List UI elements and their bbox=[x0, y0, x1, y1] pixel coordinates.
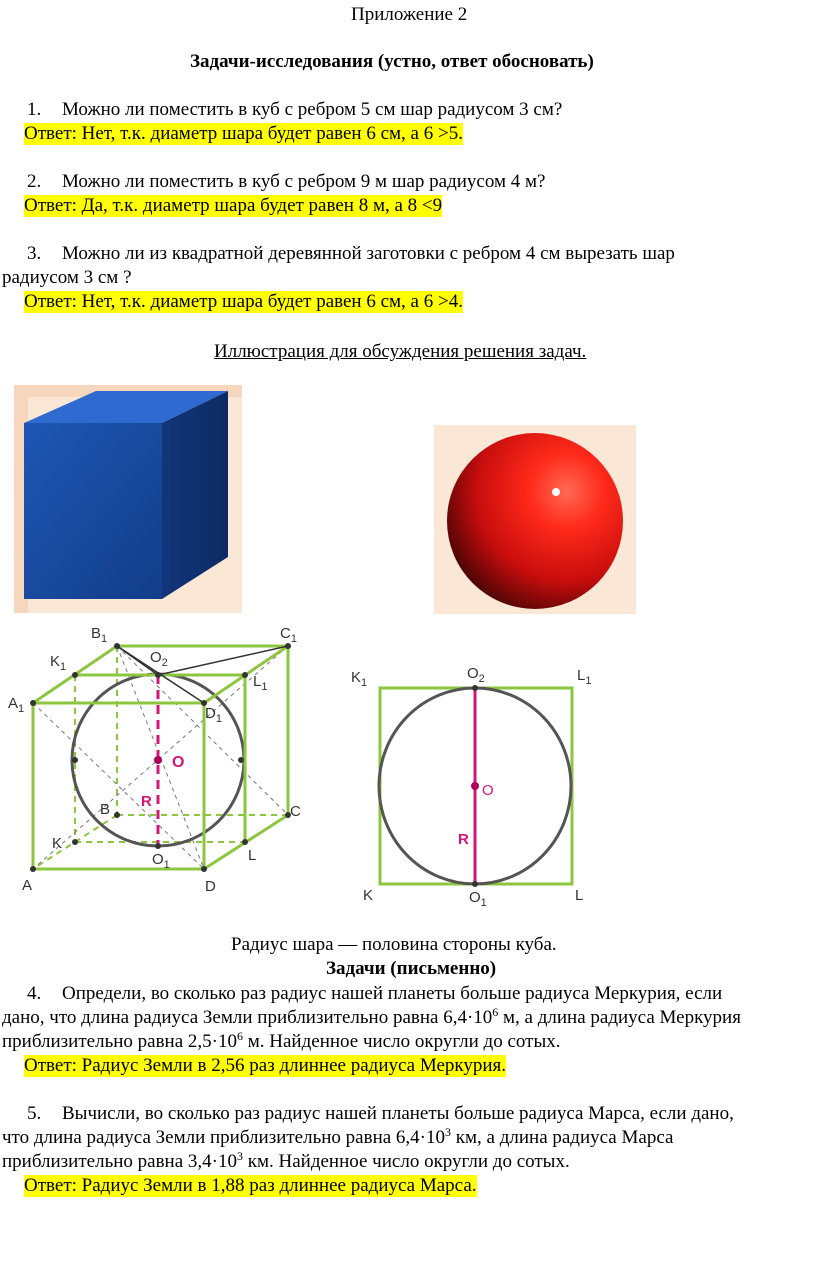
svg-text:D: D bbox=[205, 878, 216, 895]
task4-number: 4. bbox=[27, 983, 42, 1004]
task2-number: 2. bbox=[27, 171, 42, 192]
red-sphere-image bbox=[434, 425, 636, 614]
section2-title: Задачи (письменно) bbox=[326, 958, 497, 979]
task2-answer: Ответ: Да, т.к. диаметр шара будет равен 8 м, а 8 <9 bbox=[24, 195, 443, 216]
figure-caption: Радиус шара — половина стороны куба. bbox=[231, 934, 557, 955]
svg-text:O2: $O_2$ bbox=[150, 649, 168, 669]
svg-text:L1: $L_1$ bbox=[577, 667, 592, 687]
task4-line3: приблизительно равна $2,5\cdot 10^6$ м. Найденное число округли до сотых. bbox=[2, 1029, 561, 1052]
svg-text:O1: $O_1$ bbox=[152, 851, 170, 871]
task4-line1: Определи, во сколько раз радиус нашей планеты больше радиуса Меркурия, если bbox=[62, 983, 723, 1004]
svg-text:K: K bbox=[52, 835, 63, 852]
svg-text:R: R bbox=[141, 793, 152, 810]
task5-answer: Ответ: Радиус Земли в 1,88 раз длиннее радиуса Марса. bbox=[24, 1175, 477, 1196]
task4-answer: Ответ: Радиус Земли в 2,56 раз длиннее радиуса Меркурия. bbox=[24, 1055, 507, 1076]
task4-line2: дано, что длина радиуса Земли приблизительно равна $6,4\cdot 10^6$ м, а длина радиуса Меркурия bbox=[2, 1005, 741, 1028]
task5-number: 5. bbox=[27, 1103, 42, 1124]
svg-text:A: A bbox=[22, 877, 33, 894]
svg-text:C: C bbox=[290, 803, 301, 820]
task5-line2: что длина радиуса Земли приблизительно равна $6,4\cdot 10^3$ км, а длина радиуса Марса bbox=[2, 1125, 674, 1148]
task3-text-line1: Можно ли из квадратной деревянной заготовки с ребром 4 см вырезать шар bbox=[62, 243, 675, 264]
task1-number: 1. bbox=[27, 99, 42, 120]
section1-title: Задачи-исследования (устно, ответ обосновать) bbox=[190, 51, 594, 72]
cube-inscribed-sphere-diagram bbox=[0, 618, 320, 900]
square-inscribed-circle-diagram bbox=[345, 660, 605, 916]
task1-text: Можно ли поместить в куб с ребром 5 см шар радиусом 3 см? bbox=[62, 99, 563, 120]
svg-text:O1: $O_1$ bbox=[469, 889, 487, 909]
task3-number: 3. bbox=[27, 243, 42, 264]
appendix-title: Приложение 2 bbox=[351, 4, 468, 25]
svg-text:O: O bbox=[172, 754, 185, 771]
svg-text:B: B bbox=[100, 801, 111, 818]
illustration-title: Иллюстрация для обсуждения решения задач. bbox=[214, 341, 587, 362]
svg-text:K: K bbox=[363, 887, 374, 904]
svg-text:L: L bbox=[575, 887, 584, 904]
svg-text:A1: $A_1$ bbox=[8, 695, 25, 715]
svg-text:L: L bbox=[248, 847, 257, 864]
svg-text:K1: $K_1$ bbox=[351, 669, 368, 689]
svg-text:O2: $O_2$ bbox=[467, 665, 485, 685]
task3-answer: Ответ: Нет, т.к. диаметр шара будет равен 6 см, а 6 >4. bbox=[24, 291, 463, 312]
task3-text-line2: радиусом 3 см ? bbox=[2, 267, 132, 288]
svg-text:D1: $D_1$ bbox=[205, 705, 222, 725]
svg-text:K1: $K_1$ bbox=[50, 653, 67, 673]
blue-cube-image bbox=[14, 385, 242, 613]
svg-text:O: O bbox=[482, 782, 494, 799]
svg-text:L1: $L_1$ bbox=[253, 673, 268, 693]
task1-answer: Ответ: Нет, т.к. диаметр шара будет равен 6 см, а 6 >5. bbox=[24, 123, 463, 144]
task5-line1: Вычисли, во сколько раз радиус нашей планеты больше радиуса Марса, если дано, bbox=[62, 1103, 734, 1124]
svg-text:R: R bbox=[458, 831, 469, 848]
task2-text: Можно ли поместить в куб с ребром 9 м шар радиусом 4 м? bbox=[62, 171, 546, 192]
svg-text:C1: $C_1$ bbox=[280, 625, 297, 645]
svg-text:B1: $B_1$ bbox=[91, 625, 108, 645]
task5-line3: приблизительно равна $3,4\cdot 10^3$ км. Найденное число округли до сотых. bbox=[2, 1149, 570, 1172]
